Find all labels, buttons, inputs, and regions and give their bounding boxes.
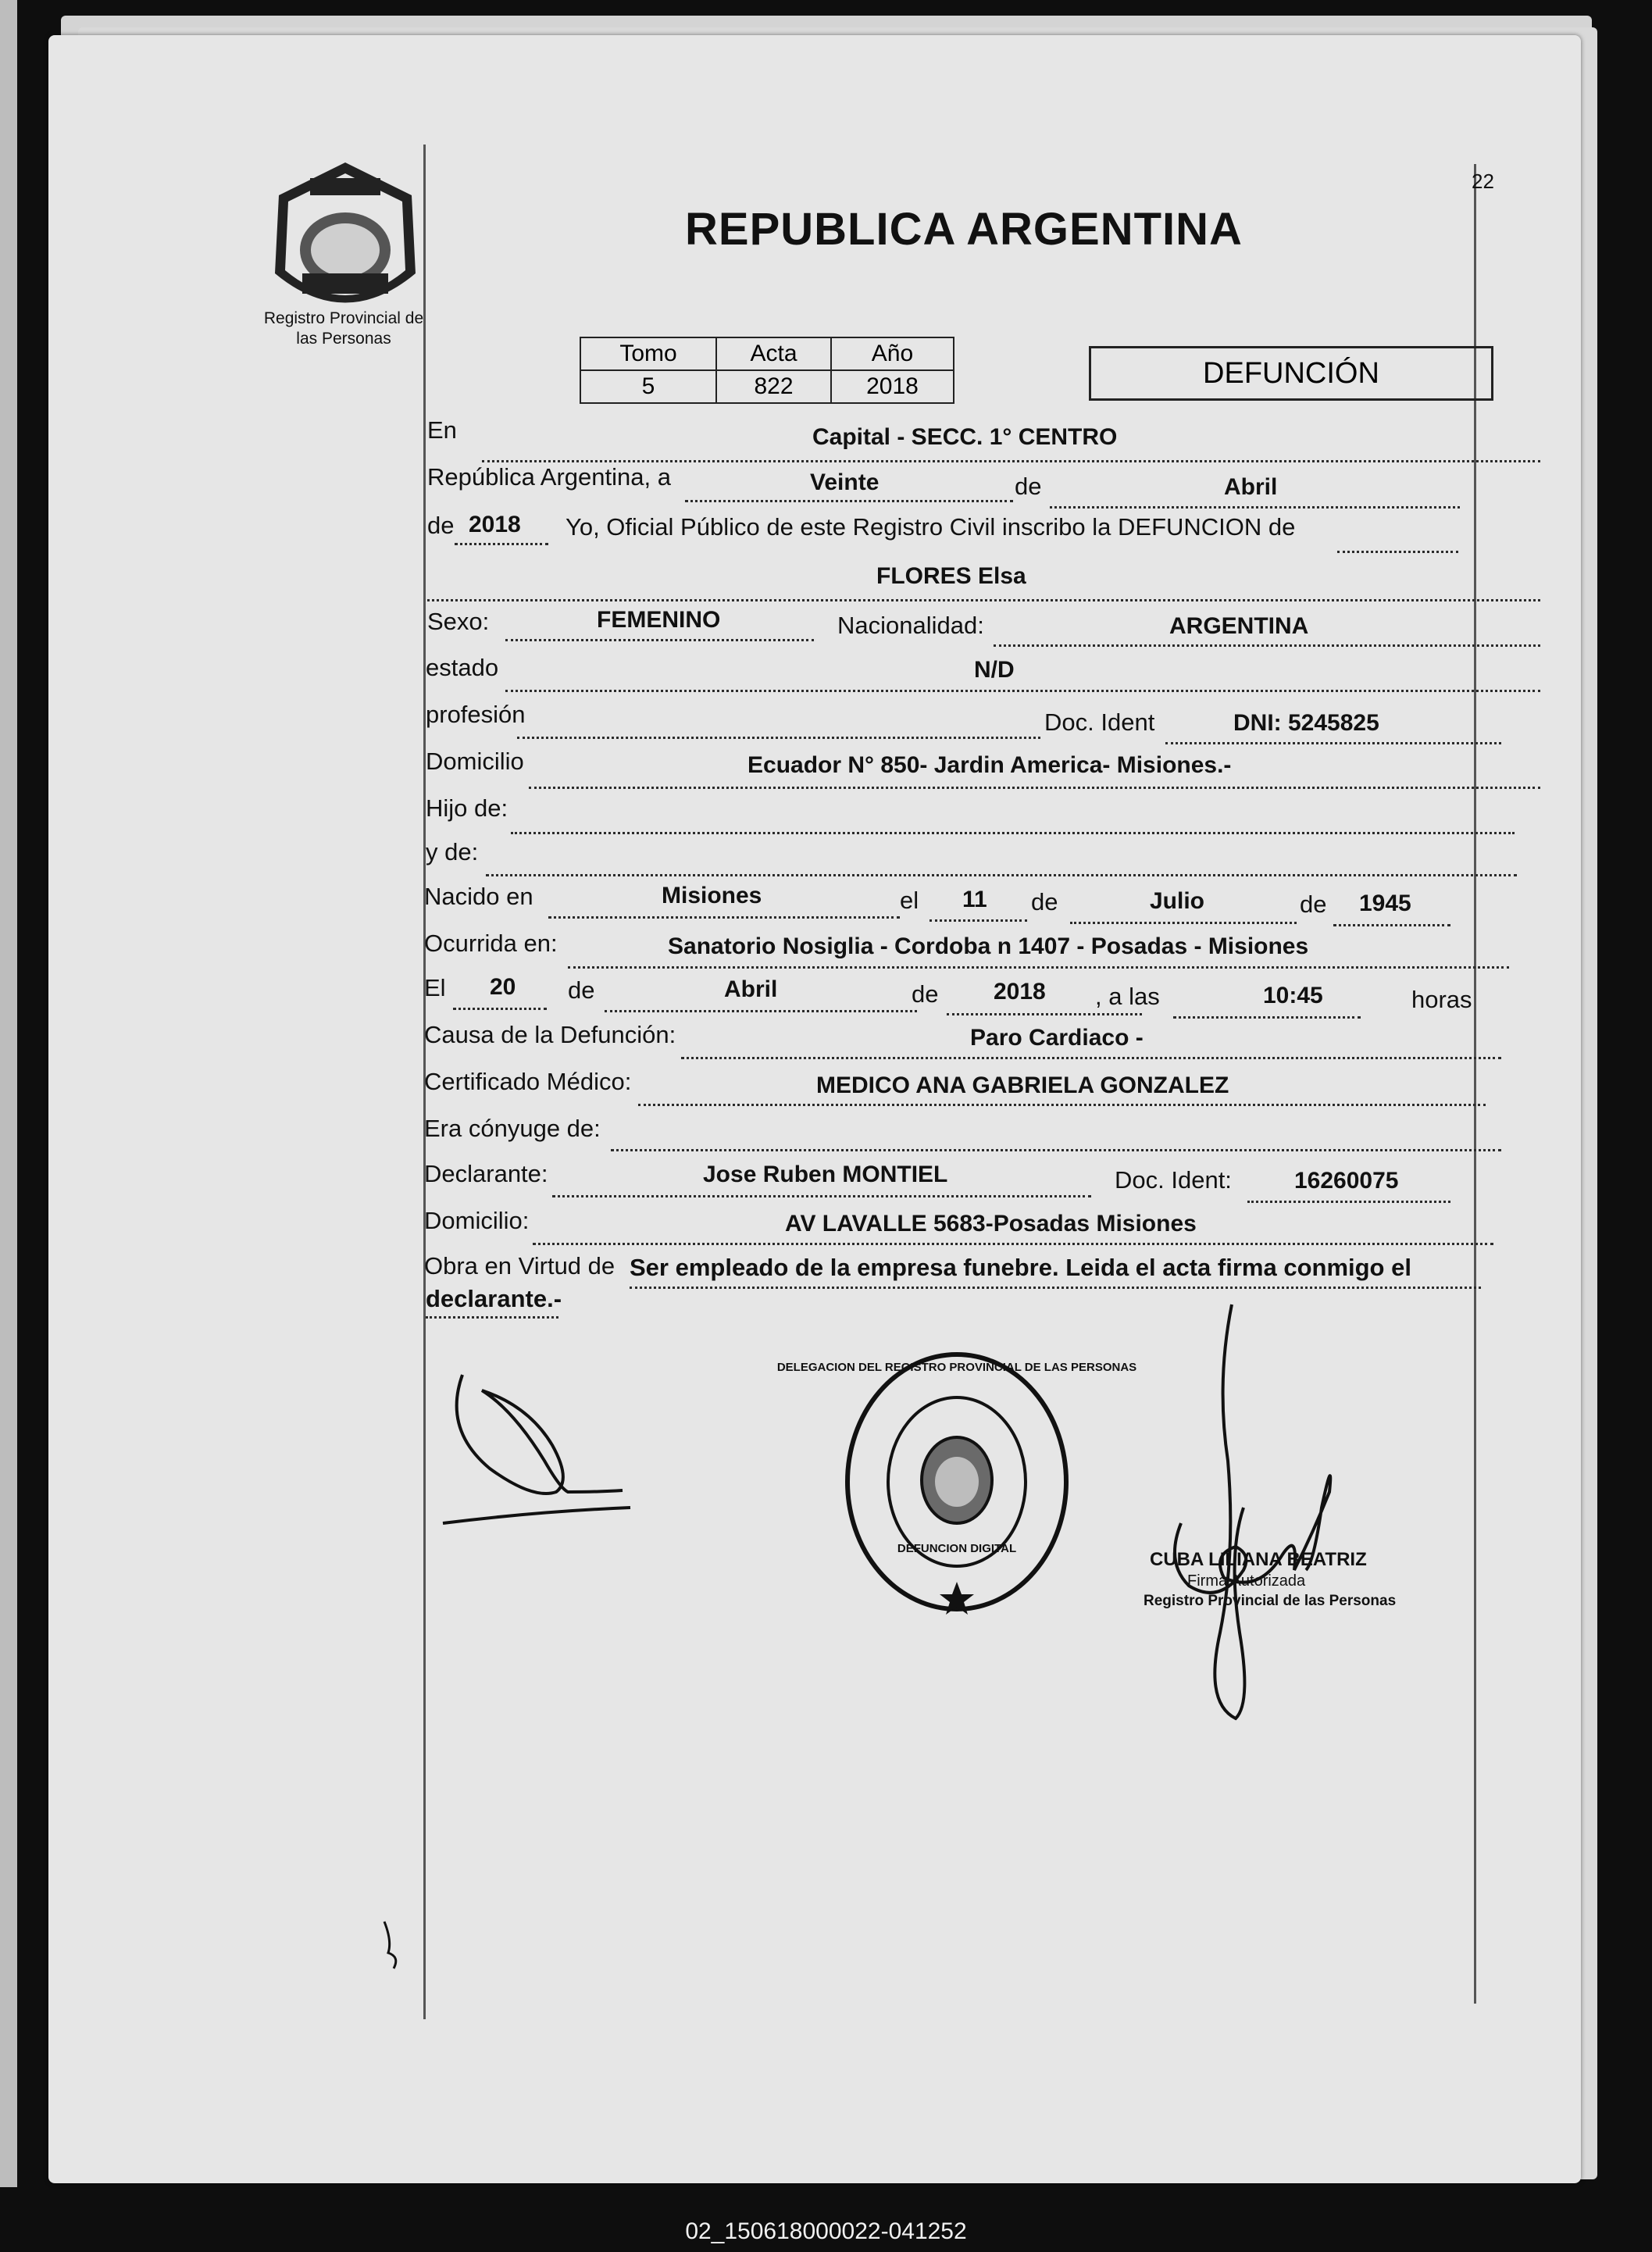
value-declarante-doc: 16260075 [1294,1168,1399,1194]
value-dia: Veinte [810,469,880,495]
label-en: En [427,416,457,444]
label-domicilio2: Domicilio: [424,1207,530,1234]
label-el: el [900,887,919,914]
value-obra-line2: declarante.- [426,1285,562,1312]
label-de: de [568,976,595,1004]
label-a-las: , a las [1095,983,1160,1010]
dotted-line [533,1243,1493,1245]
label-sexo: Sexo: [427,608,490,635]
value-causa: Paro Cardiaco - [970,1025,1144,1051]
dotted-line [511,832,1515,834]
value-nombre: FLORES Elsa [876,563,1026,589]
margin-mark [376,1918,416,1972]
dotted-line [427,599,1540,601]
dotted-line [529,787,1540,789]
label-de: de [912,980,939,1008]
official-stamp-name: CUBA LILIANA BEATRIZ [1150,1549,1367,1570]
value-def-dia: 20 [490,974,516,1000]
dotted-line [1337,551,1458,553]
label-de: de [427,512,455,539]
dotted-line [638,1104,1486,1106]
label-obra: Obra en Virtud de [424,1252,615,1279]
dotted-line [455,543,548,545]
record-value-anio: 2018 [831,370,954,403]
dotted-line [929,919,1027,922]
dotted-line [505,690,1540,692]
dotted-line [1333,924,1450,926]
dotted-line [994,644,1540,647]
label-hijo-de: Hijo de: [426,794,508,822]
dotted-line [1070,922,1297,924]
label-domicilio: Domicilio [426,748,524,775]
record-value-acta: 822 [716,370,831,403]
footer-code: 02_150618000022-041252 [685,2218,967,2244]
dotted-line [947,1013,1142,1015]
label-certificado: Certificado Médico: [424,1068,632,1095]
label-conyuge: Era cónyuge de: [424,1115,601,1142]
value-def-anio: 2018 [994,979,1046,1005]
record-value-row [580,370,954,403]
value-anio: 2018 [469,512,521,537]
dotted-line [1173,1016,1361,1019]
document-title: REPUBLICA ARGENTINA [685,204,1243,255]
dotted-line [505,639,814,641]
record-type-box: DEFUNCIÓN [1089,346,1493,401]
label-doc-ident2: Doc. Ident: [1115,1166,1232,1194]
dotted-line [1165,742,1501,744]
record-header-row [580,337,954,370]
value-hora: 10:45 [1263,983,1323,1008]
label-estado: estado [426,654,499,681]
declarant-signature [435,1375,662,1539]
record-value-tomo: 5 [580,370,716,403]
label-nacido-en: Nacido en [424,883,533,910]
official-seal-stamp [776,1347,1137,1617]
value-mes: Abril [1224,474,1278,500]
value-nac-dia: 11 [962,887,987,912]
dotted-line [486,874,1517,876]
value-nacionalidad: ARGENTINA [1169,613,1309,639]
record-header-acta: Acta [716,337,831,370]
value-obra-line1: Ser empleado de la empresa funebre. Leida el acta firma conmigo el [630,1254,1411,1281]
dotted-line [1247,1201,1450,1203]
record-table [580,337,954,404]
label-el-cap: El [424,974,446,1001]
record-header-anio: Año [831,337,954,370]
label-y-de: y de: [426,838,479,865]
label-nacionalidad: Nacionalidad: [837,612,984,639]
page-number: 22 [1472,170,1494,193]
label-republica: República Argentina, a [427,463,671,491]
dotted-line [552,1195,1091,1197]
dotted-line [685,500,1013,502]
label-profesion: profesión [426,701,526,728]
label-doc-ident: Doc. Ident [1044,708,1155,736]
right-margin-line [1474,164,1476,2004]
dotted-line [517,737,1040,739]
dotted-line [482,460,1540,462]
value-nac-anio: 1945 [1359,890,1411,916]
left-page-edge [0,0,17,2187]
value-sexo: FEMENINO [597,607,721,633]
value-estado: N/D [974,657,1015,683]
value-def-mes: Abril [724,976,778,1002]
dotted-line [611,1149,1501,1151]
official-stamp-registry: Registro Provincial de las Personas [1144,1593,1397,1609]
official-stamp-title: Firma Autorizada [1187,1572,1306,1590]
dotted-line [548,916,900,919]
label-de: de [1300,890,1327,918]
label-horas: horas [1411,986,1472,1013]
official-signature [1134,1297,1431,1734]
seal-inner-text: DEFUNCION DIGITAL [897,1542,1017,1555]
label-causa: Causa de la Defunción: [424,1021,676,1048]
label-ocurrida-en: Ocurrida en: [424,930,558,957]
value-lugar: Capital - SECC. 1° CENTRO [812,424,1118,450]
label-de: de [1031,888,1058,915]
value-nacido-en: Misiones [662,883,762,908]
registry-name [227,309,461,349]
dotted-line [426,1316,558,1319]
value-declarante: Jose Ruben MONTIEL [703,1162,948,1187]
registry-name-line2: las Personas [296,330,391,348]
registry-name-line1: Registro Provincial de [263,309,424,327]
dotted-line [568,966,1509,969]
record-header-tomo: Tomo [580,337,716,370]
value-domicilio: Ecuador N° 850- Jardin America- Misiones.- [748,752,1232,778]
value-ocurrida-en: Sanatorio Nosiglia - Cordoba n 1407 - Posadas - Misiones [668,933,1309,959]
certificate-page [48,35,1581,2183]
dotted-line [630,1287,1481,1289]
value-dni: DNI: 5245825 [1233,710,1379,736]
value-certificado: MEDICO ANA GABRIELA GONZALEZ [816,1072,1229,1098]
value-declarante-domicilio: AV LAVALLE 5683-Posadas Misiones [785,1211,1197,1237]
seal-ring-text: DELEGACION DEL REGISTRO PROVINCIAL DE LAS PERSONAS [776,1361,1137,1374]
dotted-line [1050,506,1460,509]
value-nac-mes: Julio [1150,888,1205,914]
label-de: de [1015,473,1042,500]
label-yo-oficial: Yo, Oficial Público de este Registro Civil inscribo la DEFUNCION de [566,513,1296,541]
label-declarante: Declarante: [424,1160,548,1187]
dotted-line [605,1010,917,1012]
dotted-line [453,1008,547,1010]
dotted-line [681,1057,1501,1059]
